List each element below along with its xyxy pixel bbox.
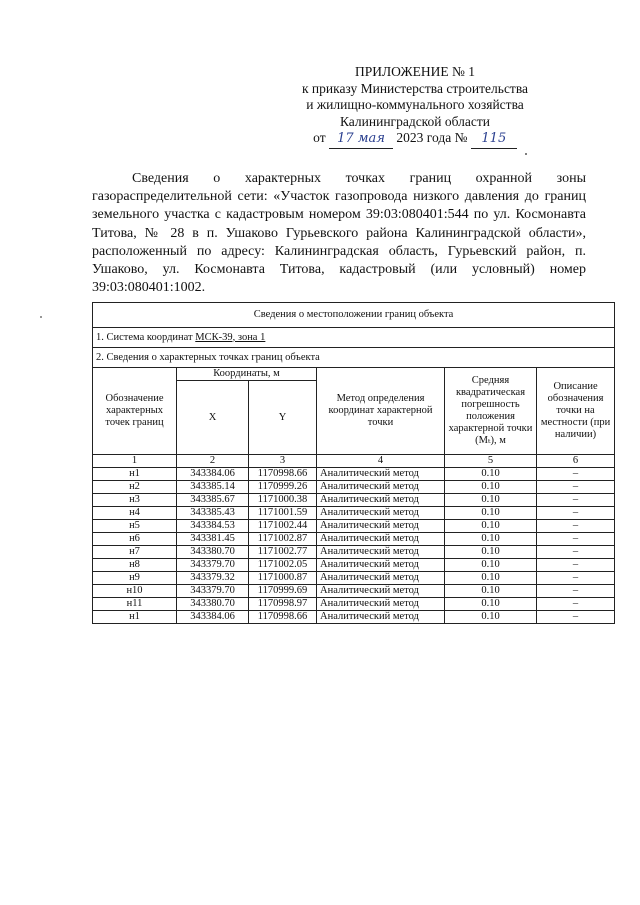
error-value: 0.10 bbox=[445, 533, 537, 546]
coord-y: 1171002.87 bbox=[249, 533, 317, 546]
coord-x: 343381.45 bbox=[177, 533, 249, 546]
coord-y: 1171000.38 bbox=[249, 494, 317, 507]
coord-y: 1171001.59 bbox=[249, 507, 317, 520]
method: Аналитический метод bbox=[317, 598, 445, 611]
coord-x: 343384.53 bbox=[177, 520, 249, 533]
table-row bbox=[93, 533, 615, 546]
method: Аналитический метод bbox=[317, 585, 445, 598]
description: – bbox=[537, 481, 615, 494]
error-value: 0.10 bbox=[445, 546, 537, 559]
error-value: 0.10 bbox=[445, 494, 537, 507]
point-id: н1 bbox=[93, 611, 177, 624]
header-x: X bbox=[177, 381, 249, 455]
boundary-points-table bbox=[92, 302, 615, 624]
method: Аналитический метод bbox=[317, 559, 445, 572]
column-number: 1 bbox=[93, 455, 177, 468]
stray-mark bbox=[40, 316, 42, 318]
column-number: 2 bbox=[177, 455, 249, 468]
coord-y: 1170999.26 bbox=[249, 481, 317, 494]
order-date-line bbox=[300, 130, 530, 149]
point-id: н6 bbox=[93, 533, 177, 546]
date-prefix: от bbox=[313, 130, 326, 145]
point-id: н3 bbox=[93, 494, 177, 507]
column-number: 4 bbox=[317, 455, 445, 468]
coord-x: 343379.70 bbox=[177, 559, 249, 572]
method: Аналитический метод bbox=[317, 468, 445, 481]
point-id: н9 bbox=[93, 572, 177, 585]
column-number: 6 bbox=[537, 455, 615, 468]
error-value: 0.10 bbox=[445, 468, 537, 481]
point-id: н7 bbox=[93, 546, 177, 559]
method: Аналитический метод bbox=[317, 481, 445, 494]
description: – bbox=[537, 559, 615, 572]
point-id: н11 bbox=[93, 598, 177, 611]
intro-paragraph: Сведения о характерных точках границ охранной зоны газораспределительной сети: «Участок газопровода низкого давления до границ земельного участка с кадастровым номером 39:03:080401:544 по ул. Космонавта Титова, № 28 в п. Ушаково Гурьевского района Калининградской области», расположенный по адресу: Калининградская область, Гурьевский район, п. Ушаково, ул. Космонавта Титова, кадастровый (или условный) номер 39:03:080401:1002. bbox=[92, 171, 586, 296]
coord-x: 343384.06 bbox=[177, 611, 249, 624]
header-point: Обозначение характерных точек границ bbox=[93, 368, 177, 455]
coord-y: 1170999.69 bbox=[249, 585, 317, 598]
table-row bbox=[93, 494, 615, 507]
coord-x: 343380.70 bbox=[177, 546, 249, 559]
coordinate-system-label: 1. Система координат bbox=[96, 331, 193, 343]
table-row bbox=[93, 559, 615, 572]
method: Аналитический метод bbox=[317, 533, 445, 546]
coord-x: 343385.43 bbox=[177, 507, 249, 520]
description: – bbox=[537, 611, 615, 624]
date-suffix: 2023 года № bbox=[396, 130, 468, 145]
error-value: 0.10 bbox=[445, 481, 537, 494]
table-row bbox=[93, 481, 615, 494]
description: – bbox=[537, 533, 615, 546]
document-header bbox=[300, 64, 530, 149]
coord-y: 1171000.87 bbox=[249, 572, 317, 585]
header-line-1: к приказу Министерства строительства bbox=[301, 80, 529, 96]
coord-x: 343384.06 bbox=[177, 468, 249, 481]
table-row bbox=[93, 546, 615, 559]
header-method: Метод определения координат характерной точки bbox=[317, 368, 445, 455]
method: Аналитический метод bbox=[317, 572, 445, 585]
error-value: 0.10 bbox=[445, 520, 537, 533]
error-value: 0.10 bbox=[445, 611, 537, 624]
method: Аналитический метод bbox=[317, 520, 445, 533]
header-line-3: Калининградской области bbox=[339, 113, 491, 129]
column-number: 3 bbox=[249, 455, 317, 468]
coord-x: 343385.14 bbox=[177, 481, 249, 494]
header-y: Y bbox=[249, 381, 317, 455]
table-row bbox=[93, 611, 615, 624]
point-id: н8 bbox=[93, 559, 177, 572]
error-value: 0.10 bbox=[445, 585, 537, 598]
error-value: 0.10 bbox=[445, 559, 537, 572]
handwritten-order-number: 115 bbox=[471, 131, 517, 149]
method: Аналитический метод bbox=[317, 546, 445, 559]
error-value: 0.10 bbox=[445, 598, 537, 611]
method: Аналитический метод bbox=[317, 507, 445, 520]
method: Аналитический метод bbox=[317, 611, 445, 624]
point-id: н5 bbox=[93, 520, 177, 533]
method: Аналитический метод bbox=[317, 494, 445, 507]
coord-x: 343385.67 bbox=[177, 494, 249, 507]
stray-mark bbox=[525, 153, 527, 155]
coord-x: 343379.70 bbox=[177, 585, 249, 598]
description: – bbox=[537, 546, 615, 559]
description: – bbox=[537, 598, 615, 611]
coord-x: 343380.70 bbox=[177, 598, 249, 611]
section-2-heading: 2. Сведения о характерных точках границ объекта bbox=[93, 348, 615, 368]
handwritten-date: 17 мая bbox=[329, 131, 393, 149]
column-number: 5 bbox=[445, 455, 537, 468]
table-row bbox=[93, 598, 615, 611]
coord-y: 1170998.66 bbox=[249, 611, 317, 624]
coordinate-system-value: МСК-39, зона 1 bbox=[195, 331, 266, 343]
description: – bbox=[537, 572, 615, 585]
header-line-2: и жилищно-коммунального хозяйства bbox=[306, 97, 524, 112]
coord-x: 343379.32 bbox=[177, 572, 249, 585]
description: – bbox=[537, 494, 615, 507]
description: – bbox=[537, 520, 615, 533]
table-row bbox=[93, 572, 615, 585]
error-value: 0.10 bbox=[445, 507, 537, 520]
point-id: н10 bbox=[93, 585, 177, 598]
table-row bbox=[93, 585, 615, 598]
table-row bbox=[93, 507, 615, 520]
appendix-title: ПРИЛОЖЕНИЕ № 1 bbox=[354, 64, 476, 79]
header-error: Средняя квадратическая погрешность положения характерной точки (Mₜ), м bbox=[445, 368, 537, 455]
table-row bbox=[93, 468, 615, 481]
coord-y: 1171002.05 bbox=[249, 559, 317, 572]
point-id: н4 bbox=[93, 507, 177, 520]
table-title: Сведения о местоположении границ объекта bbox=[93, 303, 615, 328]
description: – bbox=[537, 468, 615, 481]
header-coordinates: Координаты, м bbox=[177, 368, 317, 381]
point-id: н2 bbox=[93, 481, 177, 494]
coord-y: 1170998.66 bbox=[249, 468, 317, 481]
description: – bbox=[537, 507, 615, 520]
coord-y: 1171002.44 bbox=[249, 520, 317, 533]
coord-y: 1171002.77 bbox=[249, 546, 317, 559]
description: – bbox=[537, 585, 615, 598]
header-description: Описание обозначения точки на местности (при наличии) bbox=[537, 368, 615, 455]
table-row bbox=[93, 520, 615, 533]
coordinate-system-row bbox=[93, 328, 615, 348]
error-value: 0.10 bbox=[445, 572, 537, 585]
point-id: н1 bbox=[93, 468, 177, 481]
coord-y: 1170998.97 bbox=[249, 598, 317, 611]
